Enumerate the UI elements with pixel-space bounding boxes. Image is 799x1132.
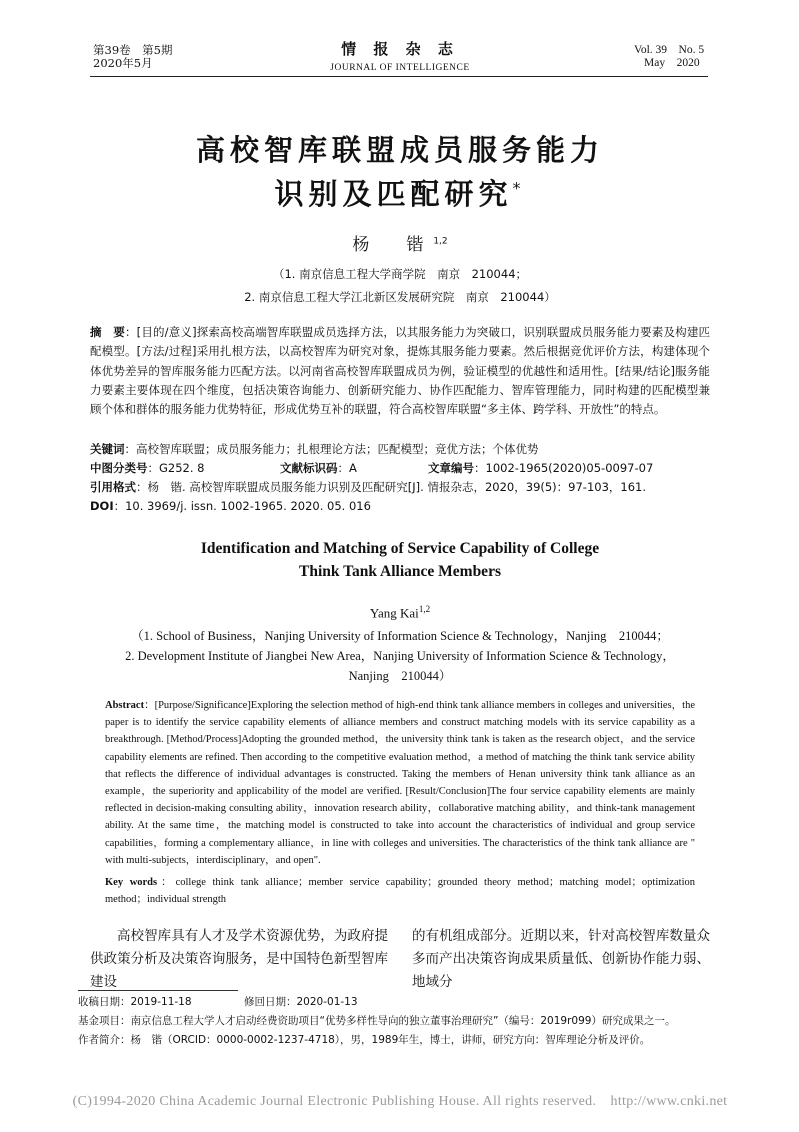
affiliation-en-line2: 2. Development Institute of Jiangbei New Area，Nanjing University of Information Science & Technology，: [125, 649, 675, 663]
affiliation-cn-line1: （1. 南京信息工程大学商学院 南京 210044；: [272, 267, 528, 281]
author-en: Yang Kai$^{1,2}$: [369, 604, 431, 621]
body-right-column: 的有机组成部分。近期以来，针对高校智库数量众多而产出决策咨询成果质量低、创新协作能力弱、地域分: [412, 928, 710, 990]
doi: DOI：10. 3969/j. issn. 1002-1965. 2020. 05. 016: [90, 499, 371, 513]
affiliation-cn-line2: 2. 南京信息工程大学江北新区发展研究院 南京 210044）: [244, 290, 556, 304]
issue-info-en: [634, 44, 704, 70]
author-en-affil: 1,2: [418, 604, 431, 614]
keywords-en: Key words：college think tank alliance；member service capability；grounded theory method；matching model；optimization method；individual strength: [105, 877, 695, 906]
title-cn-line2: 识别及匹配研究*: [274, 177, 526, 211]
abstract-cn: [90, 323, 710, 419]
article-number: 文章编号：1002-1965(2020)05-0097-07: [428, 461, 654, 475]
header-rule: [90, 76, 708, 77]
title-en-line2: Think Tank Alliance Members: [299, 563, 501, 580]
author-cn-affil: 1,2: [433, 236, 448, 247]
journal-name: [300, 38, 500, 73]
journal-name-cn: 情 报 杂 志: [341, 40, 459, 58]
title-cn-line1: 高校智库联盟成员服务能力: [195, 133, 604, 167]
clc-number: 中图分类号：G252. 8: [90, 461, 205, 475]
body-left-column: 高校智库具有人才及学术资源优势，为政府提供政策分析及决策咨询服务，是中国特色新型智库建设: [90, 928, 388, 990]
affiliation-en-line1: （1. School of Business，Nanjing University of Information Science & Technology，Nanjing 210044；: [131, 629, 669, 643]
document-code: 文献标识码：A: [280, 461, 357, 475]
citation-format: 引用格式：杨 锴. 高校智库联盟成员服务能力识别及匹配研究[J]. 情报杂志，2020，39(5)：97-103，161.: [90, 480, 647, 494]
title-en-line1: Identification and Matching of Service Capability of College: [200, 540, 600, 557]
revised-date: 修回日期：2020-01-13: [244, 996, 358, 1008]
volume-issue-cn: 第39卷 第5期: [93, 43, 173, 57]
footnote-fund: 基金项目：南京信息工程大学人才启动经费资助项目“优势多样性导向的独立董事治理研究”（编号：2019r099）研究成果之一。: [78, 1015, 676, 1027]
affiliation-en-line3: Nanjing 210044）: [348, 669, 452, 683]
copyright-watermark: (C)1994-2020 China Academic Journal Electronic Publishing House. All rights reserved. http://www.cnki.net: [72, 1094, 728, 1109]
abstract-cn-label: 摘 要: [90, 325, 126, 339]
keywords-cn: 关键词：高校智库联盟；成员服务能力；扎根理论方法；匹配模型；竞优方法；个体优势: [90, 442, 539, 456]
footnote-rule: [78, 990, 238, 991]
journal-name-en: JOURNAL OF INTELLIGENCE: [330, 63, 470, 73]
received-date: 收稿日期：2019-11-18: [78, 996, 192, 1008]
abstract-en: [105, 697, 695, 869]
footnote-dates: [78, 994, 738, 1009]
date-en: May 2020: [644, 57, 700, 69]
abstract-en-label: Abstract: [105, 700, 145, 711]
title-footnote-mark: *: [512, 178, 526, 198]
volume-issue-en: Vol. 39 No. 5: [634, 44, 705, 56]
abstract-cn-text: ：[目的/意义]探索高校高端智库联盟成员选择方法，以其服务能力为突破口，识别联盟成员服务能力要素及构建匹配模型。[方法/过程]采用扎根方法，以高校智库为研究对象，提炼其服务能力要素。然后根据竞优评价方法，构建体现个体优势差异的智库服务能力匹配方法。以河南省高校智库联盟成员为例，验证模型的优越性和适用性。[结果/结论]服务能力要素主要体现在四个维度，包括决策咨询能力、创新研究能力、协作匹配能力、智库管理能力，同时构建的匹配模型兼顾个体和群体的服务能力优势特征，形成优势互补的联盟，符合高校智库联盟“多主体、跨学科、开放性”的特点。: [90, 325, 711, 417]
abstract-en-text: ：[Purpose/Significance]Exploring the selection method of high-end think tank alliance members in colleges and universities，the paper is to identify the service capability elements of alliance members and construct matching models with its service capability as a breakthrough. [Method/Process]Adopting the grounded method，the university think tank is taken as the research object，and the service capability elements are refined. Then according to the competitive evaluation method，a method of matching the think tank service ability that reflects the difference of individual advantages is constructed. Taking the members of Henan university think tank alliance as an example，the superiority and applicability of the model are verified. [Result/Conclusion]The four service capability elements are mainly reflected in decision-making consulting ability，innovation research ability，collaborative matching ability，and think-tank management ability. At the same time，the matching model is constructed to take into account the characteristics of individual and group service capabilities，forming a complementary alliance，in line with colleges and universities. The characteristics of the think tank alliance are " with multi-subjects，interdisciplinary，and open".: [105, 700, 695, 866]
footnote-bio: 作者简介：杨 锴（ORCID：0000-0002-1237-4718），男，1989年生，博士，讲师，研究方向：智库理论分析及评价。: [78, 1034, 651, 1046]
issue-info: [93, 44, 172, 70]
date-cn: 2020年5月: [93, 56, 153, 70]
author-cn: 杨 锴$^{1,2}$: [352, 235, 448, 255]
